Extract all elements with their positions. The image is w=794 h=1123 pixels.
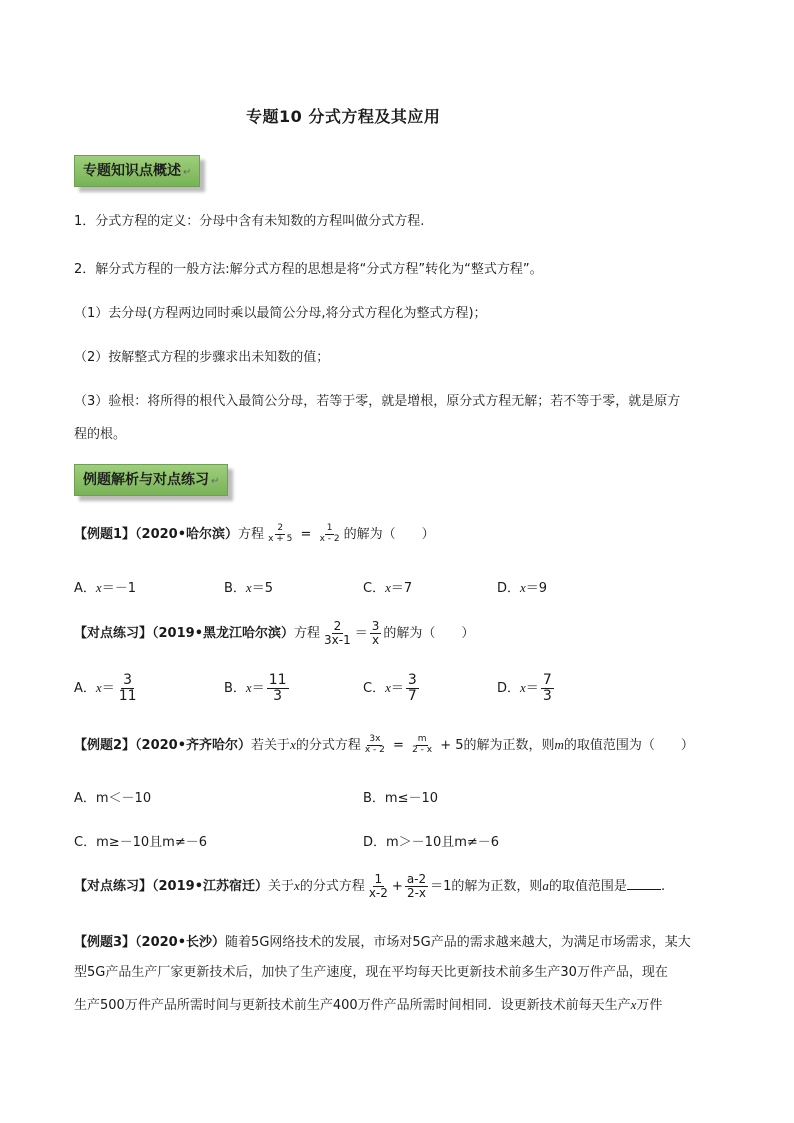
- knowledge-p4: （2）按解整式方程的步骤求出未知数的值；: [74, 350, 330, 365]
- section-banner-examples: [74, 464, 228, 496]
- option-d: D．x＝ $\frac{7}{3}$: [497, 671, 552, 704]
- option-d: D．x＝9: [497, 580, 548, 596]
- option-a: A．m＜－10: [74, 791, 152, 806]
- fraction: $\frac{1}{x - 2}$: [319, 523, 340, 544]
- section-label: 专题知识点概述: [83, 163, 181, 179]
- paragraph-mark: ↵: [211, 476, 220, 487]
- fraction: $\frac{m}{2 - x}$: [412, 734, 433, 755]
- knowledge-p3: （1）去分母(方程两边同时乘以最简公分母,将分式方程化为整式方程)；: [74, 306, 487, 321]
- knowledge-p1: 1．分式方程的定义：分母中含有未知数的方程叫做分式方程.: [74, 214, 425, 229]
- option-b: B．x＝ $\frac{11}{3}$: [224, 671, 287, 704]
- example-2: 【例题2】（2020•齐齐哈尔）若关于x的分式方程 $\frac{3x}{x - 2}$ = $\frac{m}{2 - x}$ + 5的解为正数，则m的取值范围为（ ）: [74, 734, 694, 755]
- fraction: $\frac{1}{x-2}$: [368, 871, 388, 900]
- fraction: $\frac{3x}{x - 2}$: [364, 734, 385, 755]
- option-b: B．m≤－10: [363, 791, 439, 806]
- section-label: 例题解析与对点练习: [83, 472, 209, 488]
- paragraph-mark: ↵: [183, 167, 192, 178]
- practice-2: 【对点练习】（2019•江苏宿迁）关于x的分式方程 $\frac{1}{x-2}$ + $\frac{a-2}{2-x}$ ＝1的解为正数，则a的取值范围是 .: [74, 871, 666, 900]
- example-1: 【例题1】（2020•哈尔滨）方程 $\frac{2}{x + 5}$ = $\frac{1}{x - 2}$ 的解为（ ）: [74, 523, 435, 544]
- knowledge-p5b: 程的根。: [74, 427, 127, 442]
- option-c: C．x＝7: [363, 580, 413, 596]
- option-c: C．x＝ $\frac{3}{7}$: [363, 671, 417, 704]
- fraction: $\frac{a-2}{2-x}$: [406, 871, 427, 900]
- example-3-line-3: 生产500万件产品所需时间与更新技术前生产400万件产品所需时间相同．设更新技术前每天生产x万件: [74, 997, 663, 1013]
- example-3-line-2: 型5G产品生产厂家更新技术后，加快了生产速度，现在平均每天比更新技术前多生产30万件产品，现在: [74, 965, 668, 980]
- option-a: A．x＝ $\frac{3}{11}$: [74, 671, 137, 704]
- answer-blank: [627, 877, 661, 890]
- fraction: $\frac{2}{3x-1}$: [324, 618, 351, 647]
- fraction: $\frac{2}{x + 5}$: [268, 523, 293, 544]
- fraction: $\frac{3}{x}$: [371, 618, 380, 647]
- knowledge-p5a: （3）验根：将所得的根代入最简公分母，若等于零，就是增根，原分式方程无解；若不等于零，就是原方: [74, 394, 681, 409]
- option-d: D．m＞－10且m≠－6: [363, 835, 500, 850]
- option-c: C．m≥－10且m≠－6: [74, 835, 208, 850]
- page-title: 专题10 分式方程及其应用: [246, 107, 441, 126]
- example-3-line-1: 【例题3】（2020•长沙）随着5G网络技术的发展，市场对5G产品的需求越来越大，为满足市场需求，某大: [74, 935, 691, 950]
- section-banner-knowledge: [74, 155, 200, 187]
- knowledge-p2: 2．解分式方程的一般方法:解分式方程的思想是将“分式方程”转化为“整式方程”。: [74, 262, 543, 277]
- option-a: A．x＝－1: [74, 580, 136, 596]
- practice-1: 【对点练习】（2019•黑龙江哈尔滨）方程 $\frac{2}{3x-1}$ ＝ $\frac{3}{x}$ 的解为（ ）: [74, 618, 475, 647]
- option-b: B．x＝5: [224, 580, 273, 596]
